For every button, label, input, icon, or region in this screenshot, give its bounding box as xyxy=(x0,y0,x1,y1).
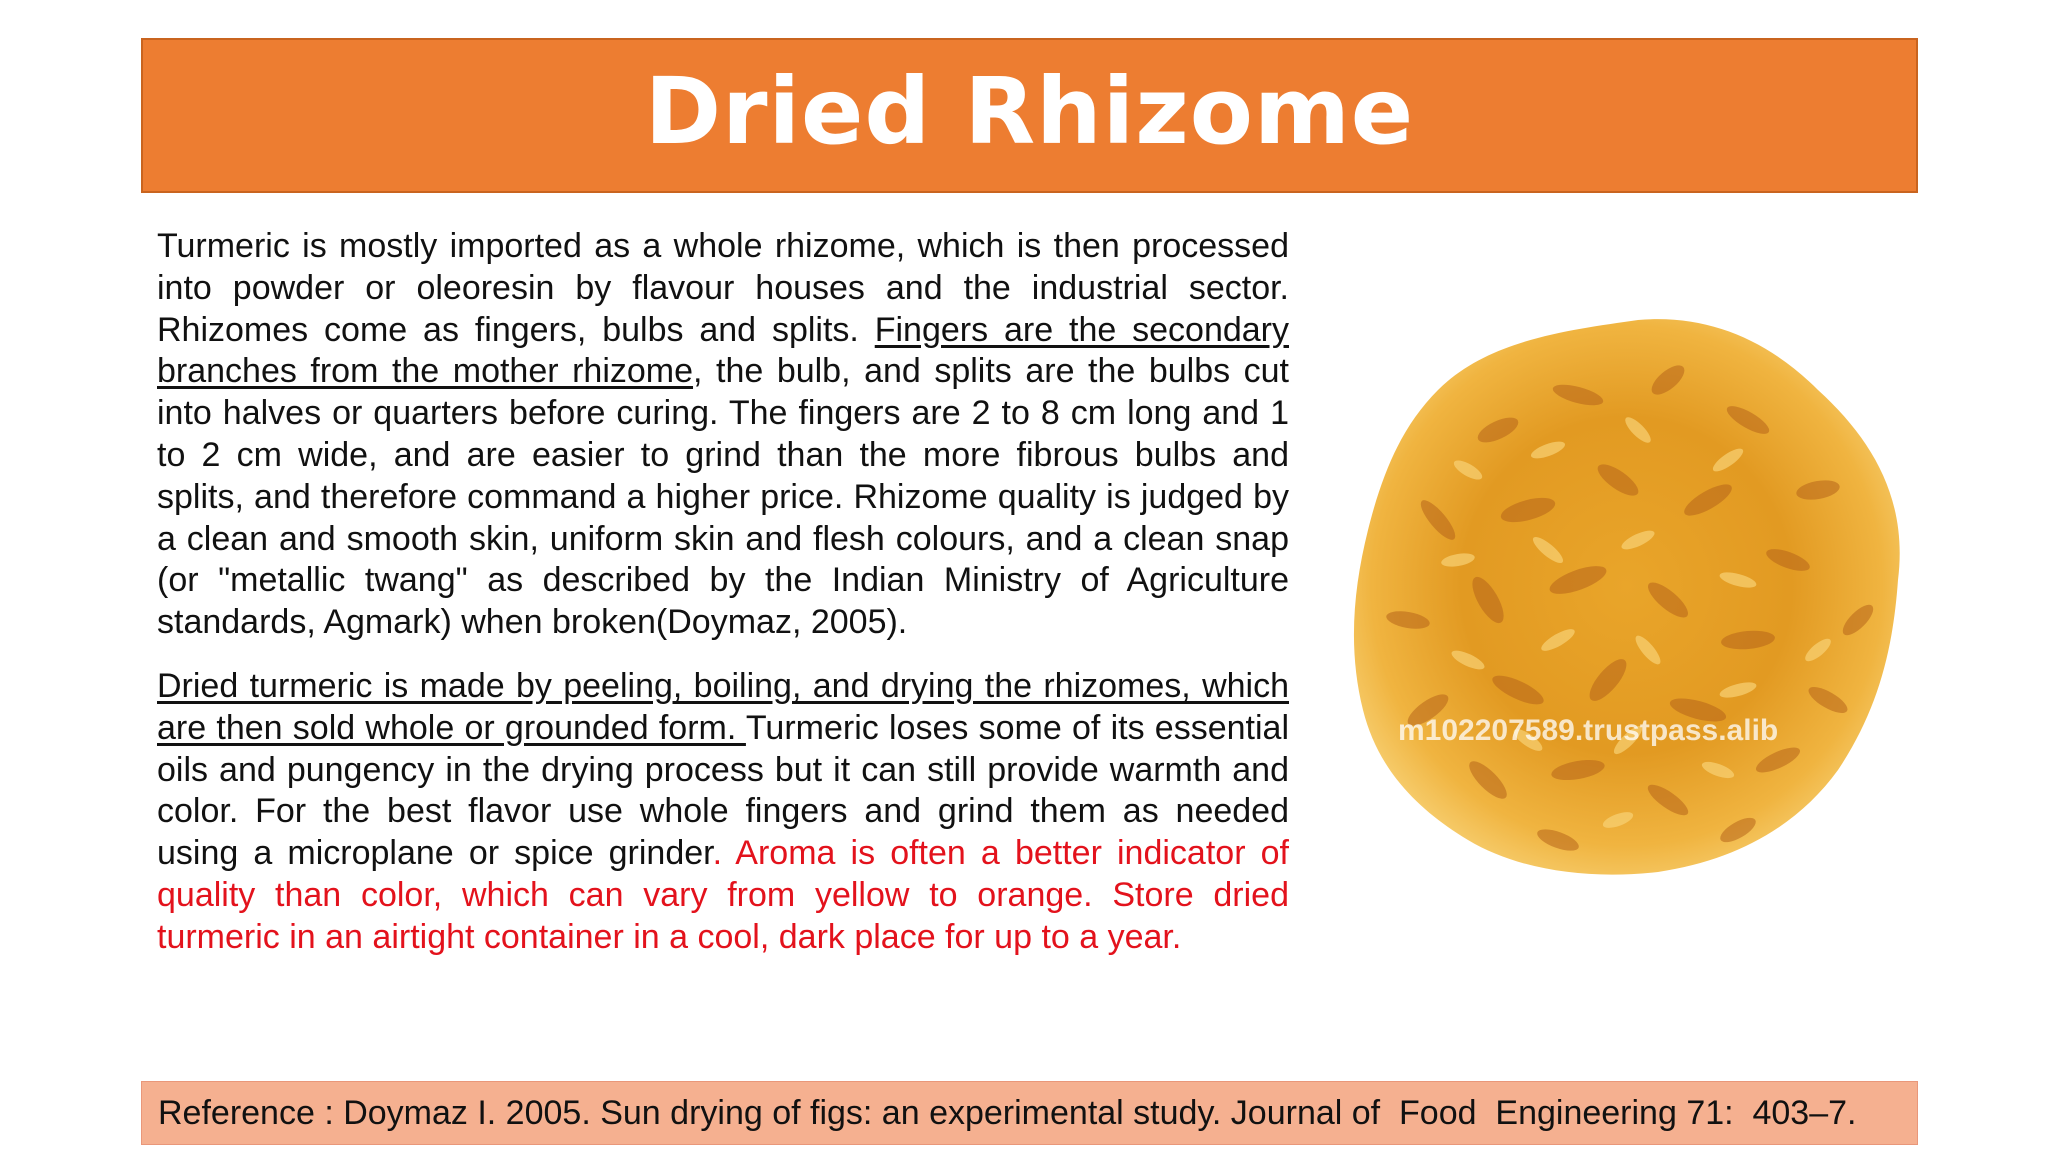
paragraph-2-body: Turmeric loses some of its essential oils and pungency in the drying process but it can still provide warmth and color. For the best flavor use whole fingers and grind them as needed using a microplane or spice grinder xyxy=(157,708,1289,873)
body-text xyxy=(157,226,1289,959)
paragraph-1-rest: , the bulb, and splits are the bulbs cut into halves or quarters before curing. The fingers are 2 to 8 cm long and 1 to 2 cm wide, and are easier to grind than the more fibrous bulbs and splits, and therefore command a higher price. Rhizome quality is judged by a clean and smooth skin, uniform skin and flesh colours, and a clean snap (or "metallic twang" as described by the Indian Ministry of Agriculture standards, Agmark) when broken(Doymaz, 2005). xyxy=(157,352,1289,642)
reference-bar xyxy=(141,1081,1918,1145)
paragraph-2 xyxy=(157,666,1289,959)
paragraph-1-intro: Turmeric is mostly imported as a whole rhizome, which is then processed into powder or oleoresin by flavour houses and the industrial sector. Rhizomes come as fingers, bulbs and splits. xyxy=(157,227,1289,349)
reference-text: Reference : Doymaz I. 2005. Sun drying of figs: an experimental study. Journal of Food Engineering 71: 403–7. xyxy=(158,1093,1857,1132)
paragraph-1 xyxy=(157,226,1289,644)
paragraph-2-underlined: Dried turmeric is made by peeling, boiling, and drying the rhizomes, which are then sold whole or grounded form. xyxy=(157,666,1289,747)
image-watermark: m102207589.trustpass.alib xyxy=(1398,714,1779,747)
paragraph-1-underlined: Fingers are the secondary branches from the mother rhizome xyxy=(157,310,1289,391)
turmeric-pile xyxy=(1354,319,1900,874)
title-banner xyxy=(141,38,1918,193)
slide-title: Dried Rhizome xyxy=(644,58,1415,165)
dried-turmeric-photo xyxy=(1318,300,1918,910)
paragraph-2-highlight: . Aroma is often a better indicator of quality than color, which can vary from yellow to orange. Store dried turmeric in an airtight container in a cool, dark place for up to a year. xyxy=(157,834,1289,956)
